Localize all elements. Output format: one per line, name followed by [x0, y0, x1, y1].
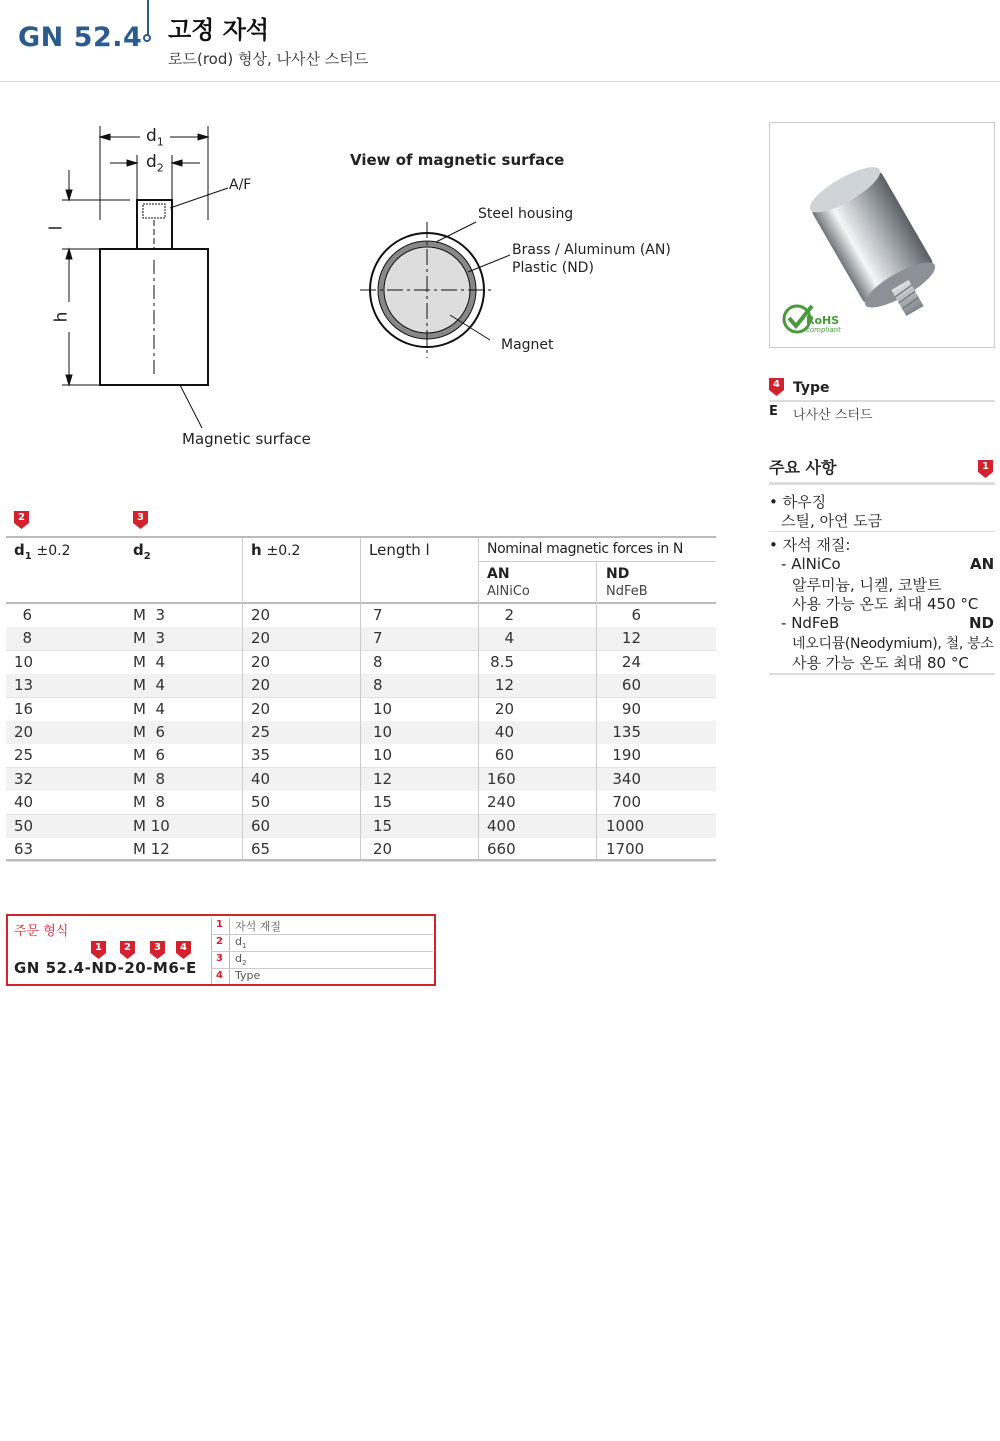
cell-an: 660 — [487, 840, 516, 858]
cell-nd: 1700 — [606, 840, 645, 858]
col-nd-sub: NdFeB — [606, 584, 648, 599]
table-bottom-rule — [6, 859, 716, 861]
view-title: View of magnetic surface — [350, 151, 565, 169]
cell-l: 10 — [373, 723, 393, 741]
legend-text: Type — [235, 969, 261, 982]
cell-d1: 20 — [14, 723, 34, 741]
type-desc: 나사산 스터드 — [793, 408, 873, 423]
cell-an: 400 — [487, 816, 516, 835]
note-ndfeb-temp: 사용 가능 온도 최대 80 °C — [792, 654, 969, 672]
col-an-sub: AlNiCo — [487, 584, 530, 599]
cell-an: 8.5 — [490, 652, 514, 671]
order-example: GN 52.4-ND-20-M6-E — [14, 959, 197, 977]
cell-an: 240 — [487, 793, 516, 812]
cell-nd: 24 — [621, 652, 641, 671]
cell-an: 4 — [504, 629, 514, 648]
row-divider — [6, 861, 716, 862]
type-title: Type — [793, 380, 830, 396]
header-divider — [147, 0, 149, 36]
col-l-header: Length l — [369, 541, 430, 559]
cell-d1: 50 — [14, 816, 34, 835]
cell-d1: 10 — [14, 652, 34, 671]
d2-label: $d_2$ — [146, 152, 164, 175]
cell-d2: M 4 — [133, 652, 166, 671]
plastic-label: Plastic (ND) — [512, 260, 594, 276]
header-rule — [0, 81, 1000, 82]
note-housing: • 하우징 — [769, 493, 827, 511]
col-divider — [242, 538, 243, 860]
cell-an: 160 — [487, 769, 516, 788]
cell-l: 15 — [373, 793, 393, 812]
cell-d1: 8 — [22, 629, 32, 648]
order-badge: 2 — [120, 941, 135, 959]
col-an-header: AN — [487, 566, 510, 582]
note-alnico: - AlNiCo — [781, 555, 841, 573]
cell-d1: 16 — [14, 699, 34, 718]
cell-d1: 25 — [14, 746, 34, 765]
cell-h: 20 — [251, 699, 271, 718]
order-title: 주문 형식 — [14, 924, 69, 939]
order-badge: 1 — [91, 941, 106, 959]
type-rule — [769, 400, 995, 402]
notes-bottom-rule — [769, 673, 995, 675]
legend-number: 4 — [216, 970, 223, 981]
steel-housing-label: Steel housing — [478, 206, 574, 222]
note-ndfeb-desc: 네오디뮴(Neodymium), 철, 붕소 — [792, 636, 994, 652]
cell-nd: 12 — [621, 629, 641, 648]
cell-d2: M 12 — [133, 840, 170, 858]
cell-d1: 40 — [14, 793, 34, 812]
cell-d1: 6 — [22, 606, 32, 624]
note-ndfeb-code: ND — [969, 614, 995, 632]
col-d1-header: $d_1 \pm 0.2$ — [14, 541, 71, 562]
note-housing-value: 스틸, 아연 도금 — [781, 512, 883, 530]
brass-label: Brass / Aluminum (AN) — [512, 242, 671, 258]
cell-nd: 6 — [631, 606, 641, 624]
notes-badge: 1 — [978, 460, 993, 478]
order-badge: 3 — [150, 941, 165, 959]
cell-h: 35 — [251, 746, 271, 765]
cell-nd: 340 — [612, 769, 641, 788]
note-alnico-temp: 사용 가능 온도 최대 450 °C — [792, 595, 979, 613]
cell-h: 20 — [251, 652, 271, 671]
notes-divider — [769, 531, 995, 532]
cell-l: 15 — [373, 816, 393, 835]
legend-text: $d_1$ — [235, 935, 247, 951]
cell-h: 60 — [251, 816, 271, 835]
cell-nd: 60 — [621, 676, 641, 695]
magnetic-surface-view — [350, 200, 550, 360]
h-dimension-label: h — [51, 311, 72, 323]
cell-an: 20 — [494, 699, 514, 718]
cell-l: 8 — [373, 676, 383, 695]
cell-d2: M 10 — [133, 816, 170, 835]
cell-nd: 90 — [621, 699, 641, 718]
table-top-rule — [6, 536, 716, 538]
cell-l: 7 — [373, 629, 383, 648]
cell-an: 2 — [504, 606, 514, 624]
cell-h: 20 — [251, 676, 271, 695]
l-dimension-label: l — [46, 225, 67, 231]
cell-h: 20 — [251, 629, 271, 648]
type-code: E — [769, 404, 778, 419]
side-view-drawing — [50, 120, 320, 460]
cell-d2: M 3 — [133, 606, 166, 624]
cell-h: 25 — [251, 723, 271, 741]
legend-text: $d_2$ — [235, 952, 247, 968]
cell-d2: M 6 — [133, 746, 166, 765]
cell-l: 20 — [373, 840, 393, 858]
cell-l: 7 — [373, 606, 383, 624]
header-dot-icon — [143, 34, 151, 42]
cell-d2: M 8 — [133, 793, 166, 812]
cell-d1: 32 — [14, 769, 34, 788]
cell-nd: 1000 — [606, 816, 645, 835]
product-code: GN 52.4 — [18, 22, 143, 53]
cell-nd: 135 — [612, 723, 641, 741]
force-sub-rule — [479, 561, 716, 562]
magnetic-surface-label: Magnetic surface — [182, 430, 311, 448]
cell-d1: 13 — [14, 676, 34, 695]
legend-text: 자석 재질 — [235, 920, 282, 933]
note-alnico-desc: 알루미늄, 니켈, 코발트 — [792, 576, 942, 594]
d1-label: $d_1$ — [146, 126, 164, 149]
cell-h: 65 — [251, 840, 271, 858]
cell-nd: 700 — [612, 793, 641, 812]
col-force-header: Nominal magnetic forces in N — [487, 541, 683, 557]
col-nd-header: ND — [606, 566, 630, 582]
cell-l: 10 — [373, 746, 393, 765]
cell-l: 8 — [373, 652, 383, 671]
cell-an: 40 — [494, 723, 514, 741]
cell-an: 12 — [494, 676, 514, 695]
cell-l: 12 — [373, 769, 393, 788]
cell-h: 20 — [251, 606, 271, 624]
cell-d1: 63 — [14, 840, 34, 858]
cell-h: 50 — [251, 793, 271, 812]
cell-d2: M 6 — [133, 723, 166, 741]
cell-h: 40 — [251, 769, 271, 788]
note-ndfeb: - NdFeB — [781, 614, 840, 632]
legend-number: 3 — [216, 953, 223, 964]
cell-d2: M 3 — [133, 629, 166, 648]
cell-d2: M 4 — [133, 699, 166, 718]
page-subtitle: 로드(rod) 형상, 나사산 스터드 — [168, 50, 369, 68]
cell-d2: M 4 — [133, 676, 166, 695]
cell-l: 10 — [373, 699, 393, 718]
cell-nd: 190 — [612, 746, 641, 765]
d1-badge: 2 — [14, 511, 29, 529]
col-divider — [596, 562, 597, 860]
type-badge: 4 — [769, 378, 784, 396]
legend-number: 1 — [216, 919, 223, 930]
note-alnico-code: AN — [970, 555, 995, 573]
legend-number: 2 — [216, 936, 223, 947]
d2-badge: 3 — [133, 511, 148, 529]
order-badge: 4 — [176, 941, 191, 959]
page-title: 고정 자석 — [168, 16, 270, 44]
magnet-label: Magnet — [501, 337, 554, 353]
cell-an: 60 — [494, 746, 514, 765]
col-d2-header: $d_2$ — [133, 541, 151, 562]
col-h-header: h ±0.2 — [251, 541, 301, 559]
notes-title: 주요 사항 — [769, 458, 837, 477]
notes-rule — [769, 482, 995, 485]
note-material: • 자석 재질: — [769, 536, 851, 554]
cell-d2: M 8 — [133, 769, 166, 788]
af-label: A/F — [229, 177, 252, 193]
col-divider — [360, 538, 361, 860]
rohs-logo: RoHS compliant — [782, 302, 844, 336]
col-divider — [478, 538, 479, 860]
